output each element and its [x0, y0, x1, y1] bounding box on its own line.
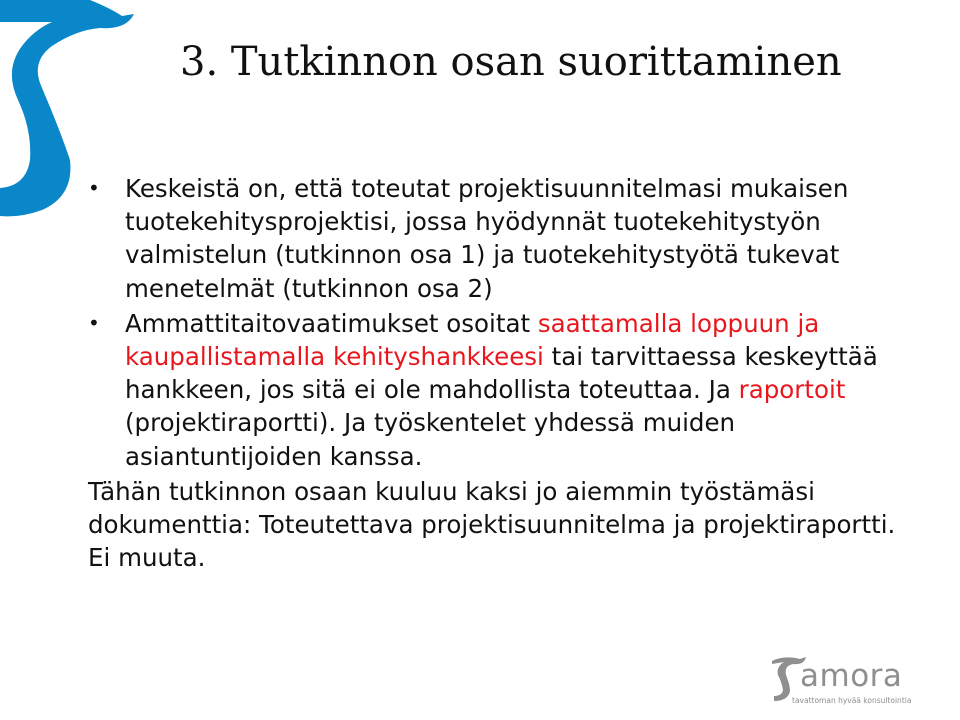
highlighted-text: raportoit	[738, 375, 846, 405]
bullet-icon: •	[88, 176, 100, 200]
slide-body	[88, 172, 918, 574]
brand-name: amora	[800, 658, 903, 694]
bullet-icon: •	[88, 310, 100, 335]
bullet-item-2	[88, 307, 918, 473]
bullet-text: (projektiraportti). Ja työskentelet yhdessä muiden asiantuntijoiden kanssa.	[125, 408, 736, 471]
slide-title: 3. Tutkinnon osan suorittaminen	[180, 39, 842, 85]
bullet-text: Ammattitaitovaatimukset osoitat	[125, 308, 538, 338]
brand-tagline: tavattoman hyvää konsultointia	[792, 696, 912, 705]
bullet-text: tai tarvittaessa keskeyttää hankkeen, jos sitä ei ole mahdollista toteuttaa. Ja	[125, 342, 878, 405]
bullet-text: Keskeistä on, että toteutat projektisuunnitelmasi mukaisen tuotekehitysprojektisi, jossa hyödynnät tuotekehitystyön valmistelun (tutkinnon osa 1) ja tuotekehitystyötä tukevat menetelmät (tutkinnon osa 2)	[125, 174, 849, 303]
summary-paragraph: Tähän tutkinnon osaan kuuluu kaksi jo aiemmin työstämäsi dokumenttia: Toteutettava projektisuunnitelma ja projektiraportti. Ei muuta.	[88, 476, 896, 573]
bullet-item-1	[88, 172, 918, 305]
brand-logo	[770, 655, 920, 715]
highlighted-text: saattamalla loppuun ja kaupallistamalla kehityshankkeesi	[125, 308, 820, 372]
